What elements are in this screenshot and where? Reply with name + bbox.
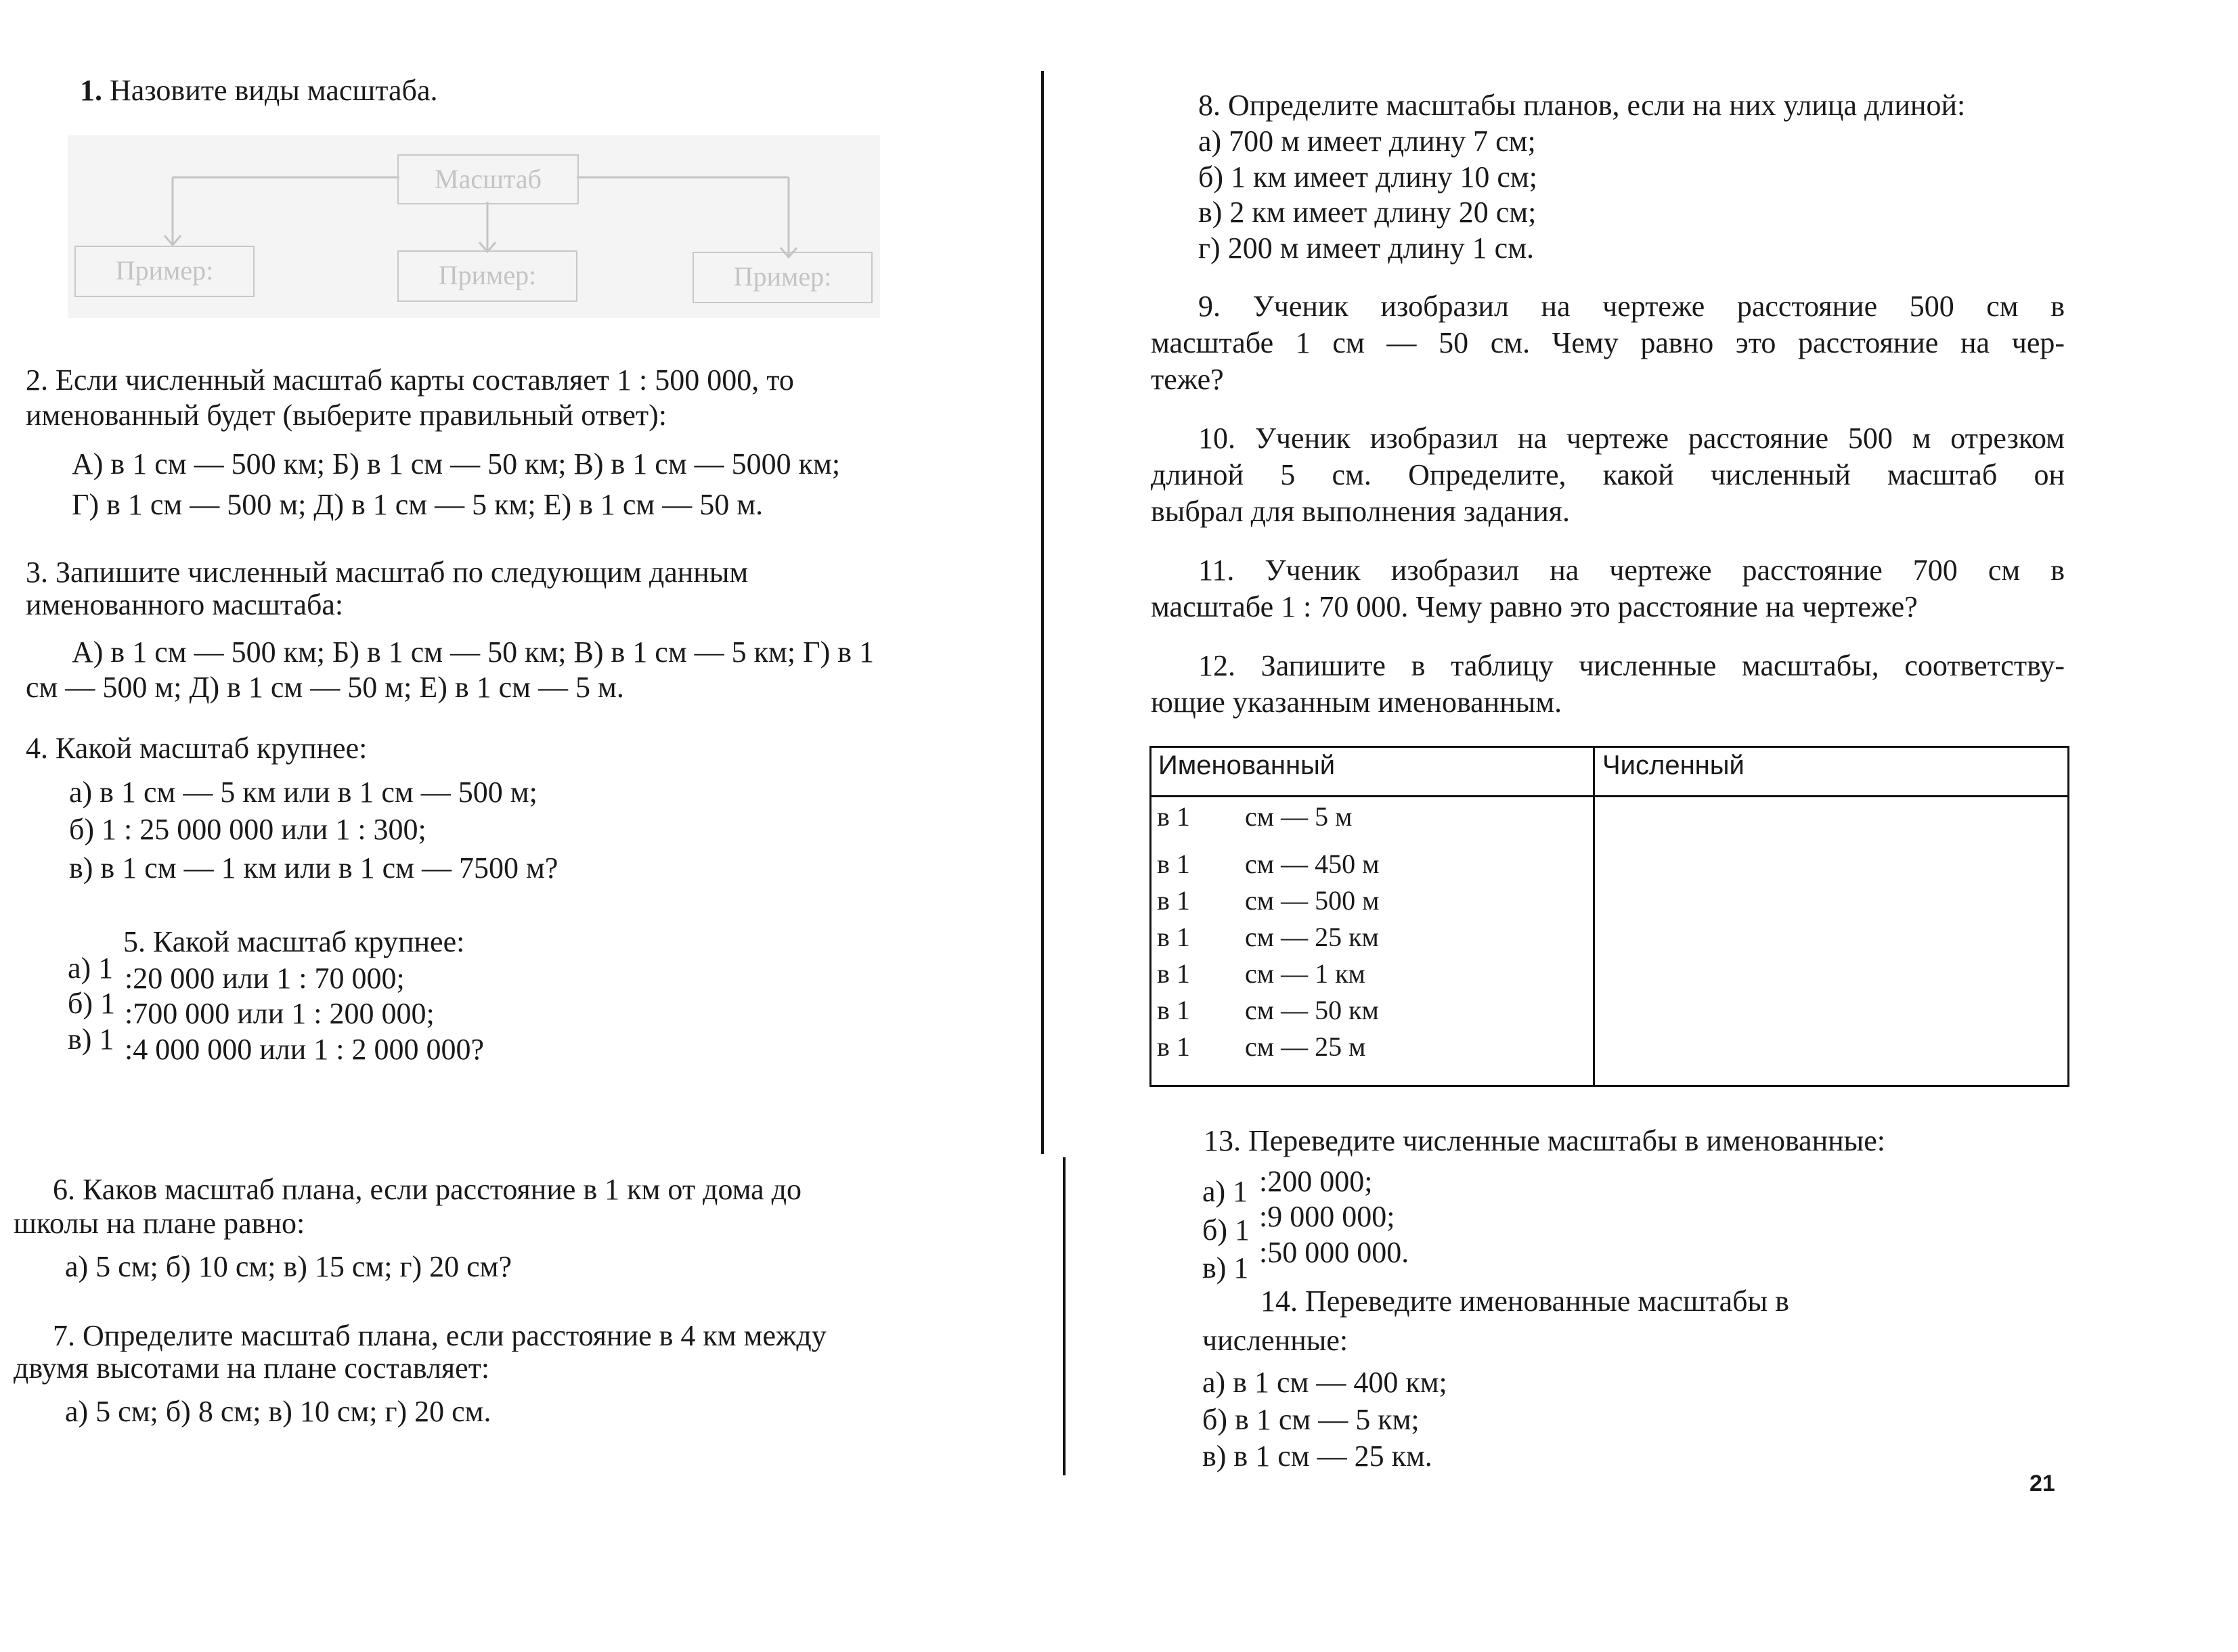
table-cell-value: см — 1 км — [1245, 958, 1365, 989]
q11-line-1: 11. Ученик изобразил на чертеже расстояние 700 см в — [1198, 554, 2065, 587]
q5-value-c: :4 000 000 или 1 : 2 000 000? — [125, 1033, 485, 1066]
scale-types-diagram — [68, 135, 880, 318]
q2-line-1: 2. Если численный масштаб карты составляет 1 : 500 000, то — [26, 363, 794, 397]
q6-line-2: школы на плане равно: — [14, 1207, 305, 1240]
diagram-example-box-1 — [74, 246, 255, 297]
q5-label-b: б) 1 — [68, 987, 116, 1020]
q13-value-b: :9 000 000; — [1259, 1200, 1395, 1233]
q6-options: а) 5 см; б) 10 см; в) 15 см; г) 20 см? — [65, 1250, 512, 1283]
q8-option-b: б) 1 км имеет длину 10 см; — [1198, 160, 1537, 194]
diagram-example-box-3 — [693, 252, 873, 303]
q4-option-c: в) в 1 см — 1 км или в 1 см — 7500 м? — [69, 851, 558, 885]
q4-option-b: б) 1 : 25 000 000 или 1 : 300; — [69, 813, 426, 846]
diagram-example-box-2 — [397, 250, 577, 302]
diagram-root-label: Масштаб — [435, 164, 542, 194]
table-cell-prefix: в 1 — [1157, 958, 1190, 989]
q5-label-c: в) 1 — [68, 1023, 114, 1056]
q10-line-2: длиной 5 см. Определите, какой численный масштаб он — [1151, 458, 2065, 491]
table-header-numeric: Численный — [1602, 751, 1745, 780]
q14-option-c: в) в 1 см — 25 км. — [1202, 1439, 1432, 1473]
q3-line-2: именованного масштаба: — [26, 588, 344, 621]
table-cell-value: см — 500 м — [1245, 885, 1380, 916]
q3-options-1: А) в 1 см — 500 км; Б) в 1 см — 50 км; В) в 1 см — 5 км; Г) в 1 — [72, 635, 874, 669]
table-cell-prefix: в 1 — [1157, 885, 1190, 916]
table-cell-prefix: в 1 — [1157, 922, 1190, 952]
q2-options-1: А) в 1 см — 500 км; Б) в 1 см — 50 км; В) в 1 см — 5000 км; — [72, 447, 841, 481]
q9-line-3: теже? — [1151, 363, 1224, 396]
q8-option-d: г) 200 м имеет длину 1 см. — [1198, 231, 1535, 265]
q10-line-1: 10. Ученик изобразил на чертеже расстояние 500 м отрезком — [1198, 422, 2065, 455]
diagram-example-label-1: Пример: — [115, 255, 214, 286]
diagram-root-box — [397, 154, 579, 204]
q13-value-c: :50 000 000. — [1259, 1236, 1409, 1269]
q12-line-2: ющие указанным именованным. — [1151, 686, 1562, 719]
table-cell-prefix: в 1 — [1157, 801, 1190, 832]
table-header-named: Именованный — [1158, 751, 1336, 780]
q1-text: Назовите виды масштаба. — [110, 74, 438, 107]
q13-label-b: б) 1 — [1202, 1213, 1250, 1247]
q13-title: 13. Переведите численные масштабы в именованные: — [1204, 1124, 1885, 1157]
table-row — [1157, 921, 1379, 954]
q3-line-1: 3. Запишите численный масштаб по следующим данным — [26, 556, 749, 589]
q5-label-a: а) 1 — [68, 952, 114, 985]
q8-title: 8. Определите масштабы планов, если на них улица длиной: — [1198, 89, 1966, 122]
q13-label-a: а) 1 — [1202, 1175, 1248, 1208]
q9-line-2: масштабе 1 см — 50 см. Чему равно это расстояние на чер- — [1151, 326, 2065, 359]
q3-options-2: см — 500 м; Д) в 1 см — 50 м; Е) в 1 см — 5 м. — [26, 671, 624, 704]
q5-title: 5. Какой масштаб крупнее: — [123, 925, 465, 958]
table-cell-prefix: в 1 — [1157, 1031, 1190, 1062]
table-row — [1157, 994, 1379, 1027]
q5-value-a: :20 000 или 1 : 70 000; — [125, 962, 405, 995]
q5-value-b: :700 000 или 1 : 200 000; — [125, 997, 435, 1030]
table-row — [1157, 885, 1379, 917]
q13-label-c: в) 1 — [1202, 1251, 1249, 1285]
q12-line-1: 12. Запишите в таблицу численные масштабы, соответству- — [1198, 649, 2065, 682]
q1-heading — [80, 73, 437, 109]
table-cell-prefix: в 1 — [1157, 849, 1190, 879]
diagram-example-label-3: Пример: — [733, 261, 832, 292]
q14-line-2: численные: — [1202, 1324, 1348, 1357]
table-cell-value: см — 25 м — [1245, 1031, 1366, 1062]
table-cell-value: см — 450 м — [1245, 849, 1380, 879]
page-separator-upper — [1041, 71, 1044, 1154]
table-column-divider — [1593, 748, 1595, 1085]
q10-line-3: выбрал для выполнения задания. — [1151, 495, 1571, 528]
q2-options-2: Г) в 1 см — 500 м; Д) в 1 см — 5 км; Е) в 1 см — 50 м. — [72, 488, 764, 521]
q7-line-1: 7. Определите масштаб плана, если расстояние в 4 км между — [53, 1319, 827, 1352]
table-cell-prefix: в 1 — [1157, 995, 1190, 1025]
q7-line-2: двумя высотами на плане составляет: — [14, 1352, 490, 1385]
q14-line-1: 14. Переведите именованные масштабы в — [1260, 1285, 1789, 1318]
scale-table — [1149, 746, 2069, 1087]
q7-options: а) 5 см; б) 8 см; в) 10 см; г) 20 см. — [65, 1395, 491, 1428]
table-cell-value: см — 25 км — [1245, 922, 1379, 952]
table-row — [1157, 958, 1365, 990]
table-cell-value: см — 5 м — [1245, 801, 1353, 832]
diagram-example-label-2: Пример: — [438, 260, 537, 290]
q14-option-b: б) в 1 см — 5 км; — [1202, 1403, 1420, 1436]
q14-option-a: а) в 1 см — 400 км; — [1202, 1366, 1447, 1399]
table-row — [1157, 848, 1379, 880]
page-separator-lower — [1063, 1157, 1066, 1475]
page-number: 21 — [2029, 1471, 2055, 1496]
q8-option-a: а) 700 м имеет длину 7 см; — [1198, 125, 1536, 158]
q8-option-c: в) 2 км имеет длину 20 см; — [1198, 196, 1537, 229]
q4-option-a: а) в 1 см — 5 км или в 1 см — 500 м; — [69, 776, 537, 809]
q2-line-2: именованный будет (выберите правильный ответ): — [26, 399, 667, 432]
table-row — [1157, 1031, 1365, 1063]
q11-line-2: масштабе 1 : 70 000. Чему равно это расстояние на чертеже? — [1151, 590, 1918, 623]
q13-value-a: :200 000; — [1259, 1165, 1373, 1198]
table-cell-value: см — 50 км — [1245, 995, 1379, 1025]
table-row — [1157, 801, 1352, 833]
q1-number: 1. — [80, 74, 102, 107]
q4-title: 4. Какой масштаб крупнее: — [26, 732, 368, 765]
q9-line-1: 9. Ученик изобразил на чертеже расстояние 500 см в — [1198, 290, 2065, 323]
q6-line-1: 6. Каков масштаб плана, если расстояние в 1 км от дома до — [53, 1173, 802, 1206]
